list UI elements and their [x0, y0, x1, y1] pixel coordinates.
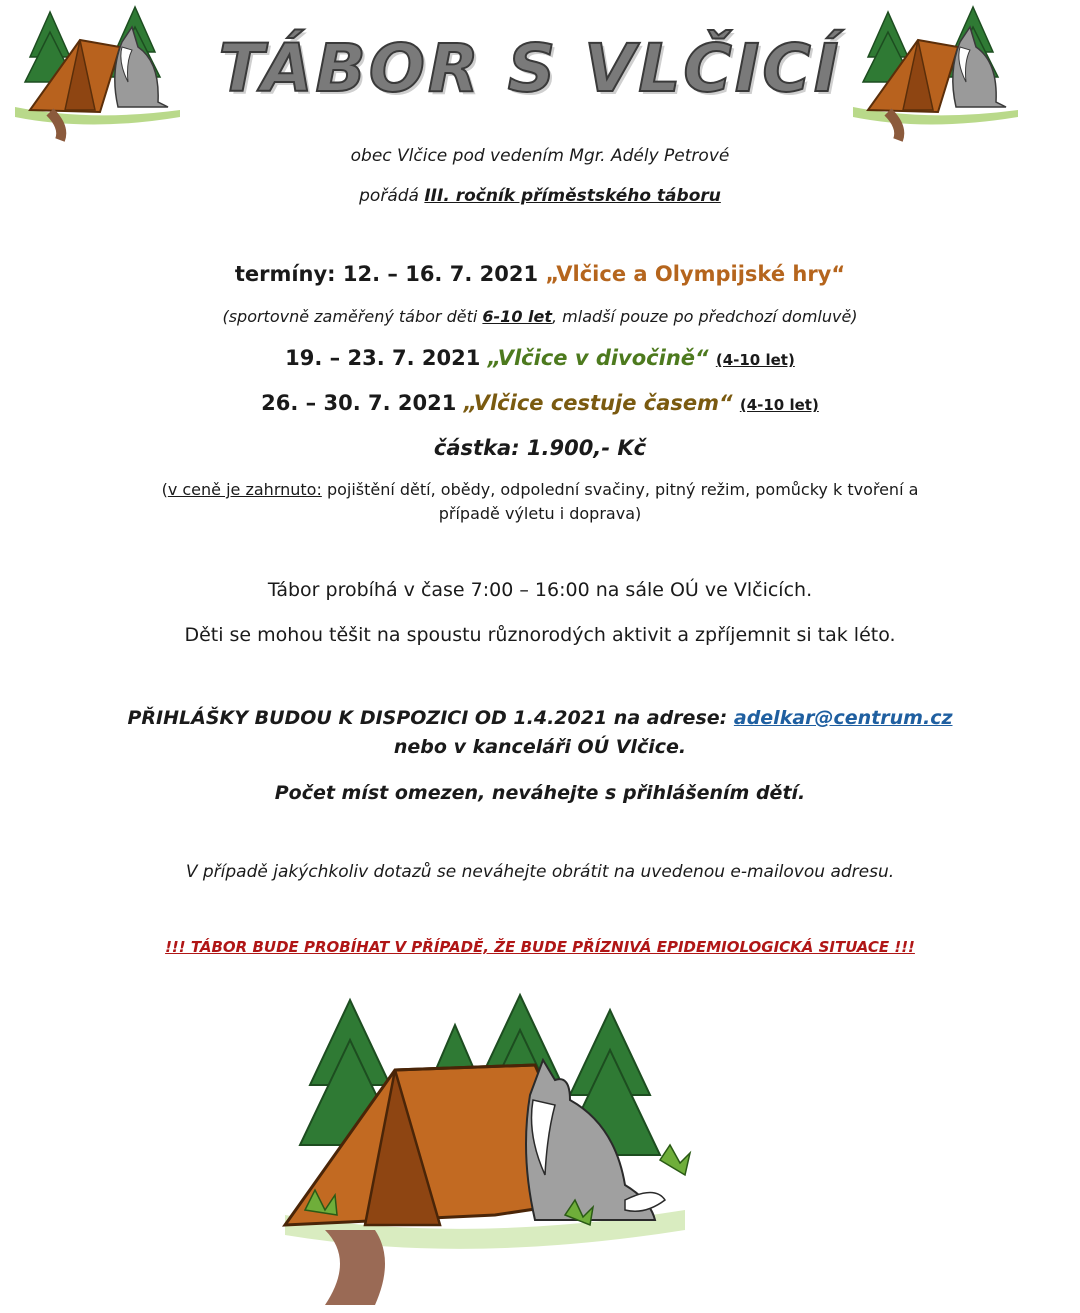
term-first-note — [0, 307, 1080, 326]
term-first — [0, 262, 1080, 286]
term-third — [0, 391, 1080, 415]
price-included-label: v ceně je zahrnuto: — [167, 480, 322, 499]
registration-limit: Počet míst omezen, neváhejte s přihlášením dětí. — [274, 782, 806, 804]
announcement-edition: III. ročník příměstského táboru — [424, 186, 721, 206]
term-second-theme: „Vlčice v divočině“ — [487, 346, 709, 370]
price-amount: částka: 1.900,- Kč — [433, 436, 647, 460]
price-included-line2: případě výletu i doprava) — [438, 504, 642, 523]
term-second-dates: 19. – 23. 7. 2021 — [285, 346, 481, 370]
camp-illustration-bottom — [265, 985, 715, 1305]
term-first-label: termíny: 12. – 16. 7. 2021 — [234, 262, 539, 286]
contact-note: V případě jakýchkoliv dotazů se neváhejte obrátit na uvedenou e-mailovou adresu. — [185, 862, 895, 882]
term-third-dates: 26. – 30. 7. 2021 — [261, 391, 457, 415]
price-included: (v ceně je zahrnuto: pojištění dětí, obědy, odpolední svačiny, pitný režim, pomůcky k tvoření a — [161, 480, 919, 499]
info-activities: Děti se mohou těšit na spoustu různorodých aktivit a zpříjemnit si tak léto. — [184, 624, 896, 646]
term-first-theme: „Vlčice a Olympijské hry“ — [545, 262, 846, 286]
registration-office: nebo v kanceláři OÚ Vlčice. — [393, 736, 687, 758]
announcement-line — [0, 186, 1080, 206]
info-time: Tábor probíhá v čase 7:00 – 16:00 na sále OÚ ve Vlčicích. — [267, 579, 813, 601]
term-second — [0, 346, 1080, 370]
page-title: TÁBOR S VLČICÍ — [218, 30, 842, 107]
announcement-prefix: pořádá — [359, 186, 419, 206]
term-first-age: 6-10 let — [482, 307, 552, 326]
price-included-line1: pojištění dětí, obědy, odpolední svačiny, pitný režim, pomůcky k tvoření a — [326, 480, 919, 499]
term-first-note-before: (sportovně zaměřený tábor děti — [222, 307, 478, 326]
epidemic-warning: !!! TÁBOR BUDE PROBÍHAT V PŘÍPADĚ, ŽE BUDE PŘÍZNIVÁ EPIDEMIOLOGICKÁ SITUACE !!! — [165, 938, 915, 956]
organizer-line: obec Vlčice pod vedením Mgr. Adély Petrové — [350, 146, 730, 166]
term-first-note-after: , mladší pouze po předchozí domluvě) — [552, 307, 858, 326]
registration-text: PŘIHLÁŠKY BUDOU K DISPOZICI OD 1.4.2021 na adrese: — [127, 707, 728, 729]
term-third-theme: „Vlčice cestuje časem“ — [463, 391, 733, 415]
term-second-age: (4-10 let) — [715, 351, 795, 369]
registration-line — [0, 707, 1080, 729]
term-third-age: (4-10 let) — [739, 396, 819, 414]
registration-email-link[interactable]: adelkar@centrum.cz — [733, 707, 953, 729]
